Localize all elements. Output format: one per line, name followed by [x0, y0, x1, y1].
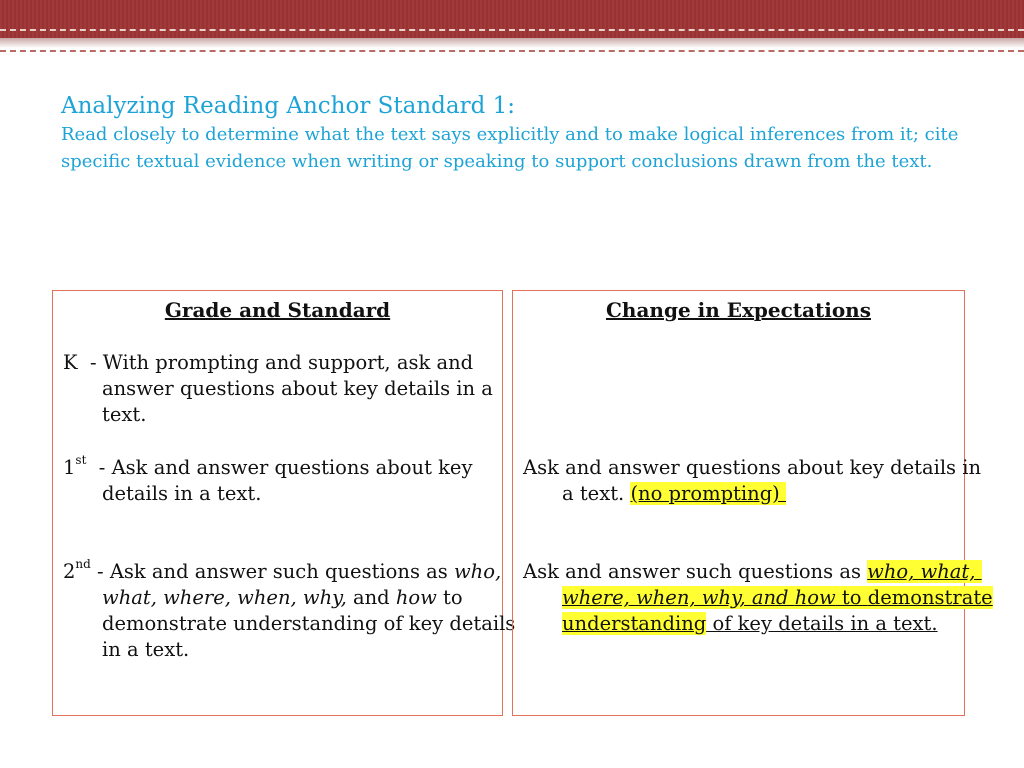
decorative-header-band: [0, 0, 1024, 38]
grade-standard-title: Grade and Standard: [164, 298, 391, 322]
key-details-tail: of key details in a text.: [706, 612, 938, 635]
standard-text-b: and: [346, 586, 396, 609]
header-stitch-line: [0, 29, 1024, 31]
slide-title-block: [61, 91, 961, 175]
understanding-highlight: demonstrate understanding: [562, 586, 993, 635]
second-grade-standard: [63, 559, 532, 663]
change-expectations-box: [512, 290, 993, 716]
no-prompting-highlight: (no prompting): [630, 482, 786, 505]
standard-text-c: to demonstrate understanding of key details in a text.: [102, 586, 522, 661]
grade-label: 2: [63, 560, 76, 583]
first-grade-change: [523, 455, 994, 507]
grade-suffix: nd: [75, 557, 91, 571]
slide-subheading: Read closely to determine what the text says explicitly and to make logical inferences from it; cite specific textual evidence when writing or speaking to support conclusions drawn from the text.: [61, 124, 959, 172]
standard-text-a: - Ask and answer such questions as: [90, 560, 454, 583]
grade-suffix: st: [75, 453, 87, 467]
change-text: Ask and answer questions about key details in a text.: [523, 456, 988, 505]
second-grade-change: [523, 559, 994, 637]
header-lower-stitch: [0, 50, 1024, 52]
grade-label: K: [63, 351, 78, 374]
how-highlight: how: [794, 586, 836, 609]
question-words: who, what, where, when, why,: [102, 560, 502, 609]
grade-label: 1: [63, 456, 76, 479]
change-text: Ask and answer such questions as: [523, 560, 868, 583]
how-word: how: [395, 586, 437, 609]
first-grade-standard: [63, 455, 532, 507]
kindergarten-standard: [63, 350, 532, 428]
header-shadow: [0, 38, 1024, 48]
grade-standard-box: [52, 290, 522, 716]
question-words-highlight: who, what, where, when, why, and: [562, 560, 982, 609]
standard-text: - Ask and answer questions about key details in a text.: [86, 456, 479, 505]
to-highlight: to: [835, 586, 868, 609]
standard-text: - With prompting and support, ask and answer questions about key details in a text.: [77, 351, 500, 426]
change-expectations-title: Change in Expectations: [606, 298, 871, 322]
slide-heading: Analyzing Reading Anchor Standard 1:: [61, 93, 516, 119]
